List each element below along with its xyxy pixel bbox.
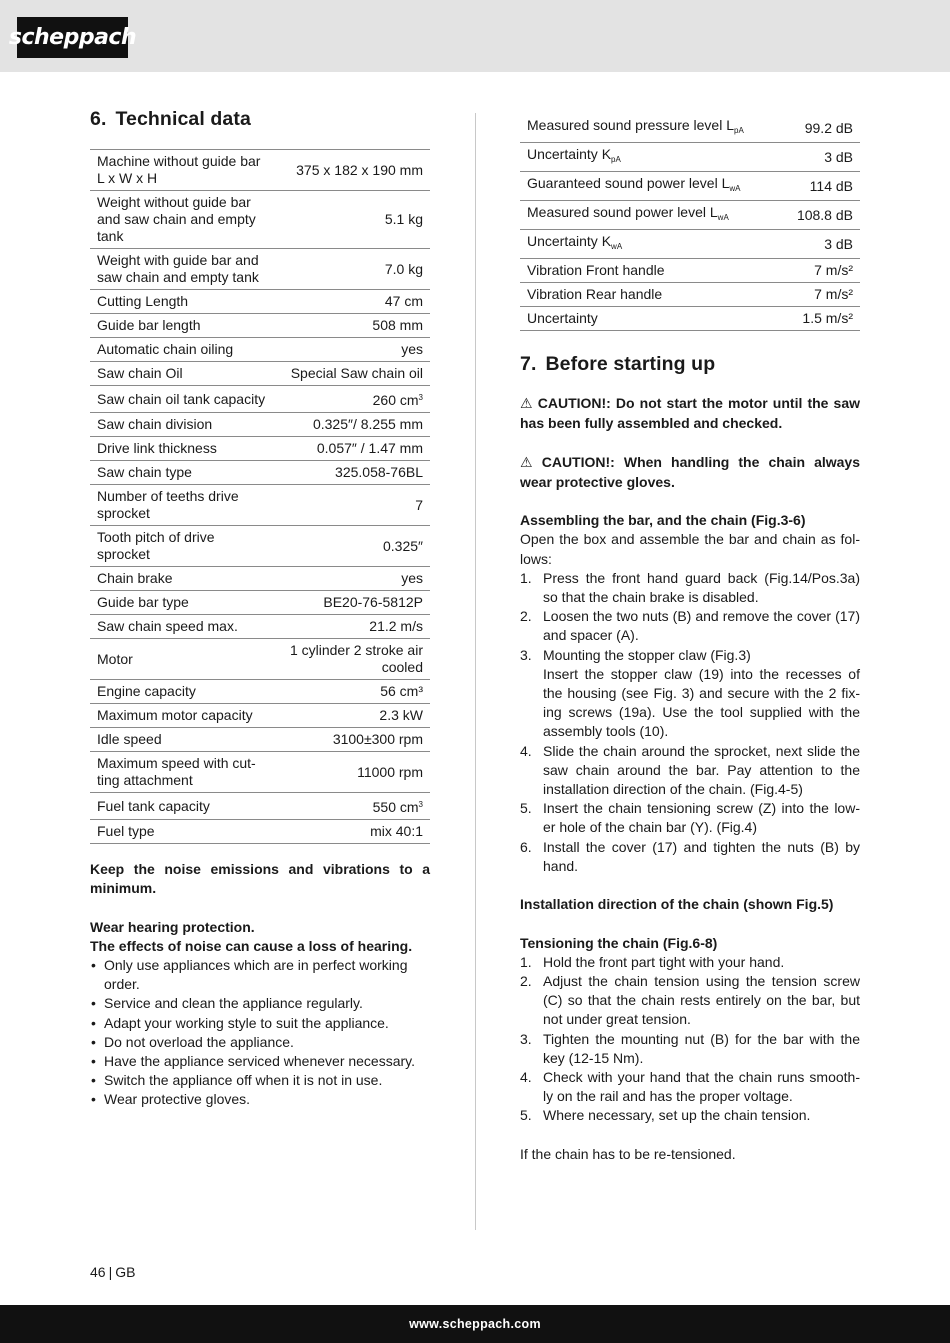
spec-value: yes xyxy=(278,338,430,362)
spec-value: 7 m/s² xyxy=(781,283,860,307)
spec-value: 3100±300 rpm xyxy=(278,728,430,752)
spec-label: Weight without guide bar and saw chain and empty tank xyxy=(90,191,278,249)
spec-value: 99.2 dB xyxy=(781,114,860,143)
spec-label: Saw chain division xyxy=(90,413,278,437)
spec-label: Vibration Rear handle xyxy=(520,283,781,307)
list-item: 2. Adjust the chain tension using the tension screw (C) so that the chain rests entirely on the bar, but not under great tension. xyxy=(520,973,860,1028)
table-row xyxy=(90,728,430,752)
spec-value: 3 dB xyxy=(781,143,860,172)
warning-triangle-icon: ⚠ xyxy=(520,454,538,471)
spec-label: Cutting Length xyxy=(90,290,278,314)
spec-value: 260 $cm^3$ xyxy=(278,386,430,413)
spec-value: 325.058-76BL xyxy=(278,461,430,485)
list-item: • Only use appliances which are in perfect working order. xyxy=(90,956,430,994)
spec-label: Guaranteed sound power level $L_{wA}$ xyxy=(520,172,781,201)
table-row xyxy=(90,362,430,386)
table-row xyxy=(90,820,430,844)
technical-data-table xyxy=(90,149,430,844)
safety-bullet-list xyxy=(90,956,430,1110)
table-row xyxy=(520,307,860,331)
spec-value: 7 xyxy=(278,485,430,526)
table-row xyxy=(90,526,430,567)
list-item: • Have the appliance serviced whenever necessary. xyxy=(90,1052,430,1071)
spec-value: 508 mm xyxy=(278,314,430,338)
table-row xyxy=(90,639,430,680)
table-row xyxy=(520,172,860,201)
noise-note: Keep the noise emissions and vibrations to a minimum. xyxy=(90,861,430,897)
spec-label: Weight with guide bar and saw chain and empty tank xyxy=(90,249,278,290)
table-row xyxy=(90,793,430,820)
table-row xyxy=(90,461,430,485)
spec-value: 56 cm³ xyxy=(278,680,430,704)
spec-value: 114 dB xyxy=(781,172,860,201)
table-row xyxy=(90,704,430,728)
list-item: 5. Insert the chain tensioning screw (Z) into the low-er hole of the chain bar (Y). (Fig.4) xyxy=(520,800,860,836)
table-row xyxy=(90,290,430,314)
spec-label: Automatic chain oiling xyxy=(90,338,278,362)
spec-value: 1 cylinder 2 stroke air cooled xyxy=(278,639,430,680)
table-row xyxy=(520,259,860,283)
spec-label: Chain brake xyxy=(90,567,278,591)
spec-value: 47 cm xyxy=(278,290,430,314)
hearing-loss-note: The effects of noise can cause a loss of hearing. xyxy=(90,937,413,954)
table-row xyxy=(520,283,860,307)
spec-label: Measured sound pressure level $L_{pA}$ xyxy=(520,114,781,143)
list-item: 1. Hold the front part tight with your hand. xyxy=(520,953,785,970)
tensioning-title: Tensioning the chain (Fig.6-8) xyxy=(520,934,718,951)
spec-label: Motor xyxy=(90,639,278,680)
list-item: 4. Slide the chain around the sprocket, next slide the saw chain around the bar. Pay attention to the installation direction of the chain. (Fig.4-5) xyxy=(520,742,860,798)
spec-value: 5.1 kg xyxy=(278,191,430,249)
table-row xyxy=(90,150,430,191)
page-footer xyxy=(0,1305,950,1343)
warning-triangle-icon: ⚠ xyxy=(520,396,534,412)
spec-value: mix 40:1 xyxy=(278,820,430,844)
section-heading-before-starting-up: 7. Before starting up xyxy=(520,353,716,375)
spec-value: 3 dB xyxy=(781,230,860,259)
spec-label: Saw chain speed max. xyxy=(90,615,278,639)
table-row xyxy=(90,752,430,793)
spec-label: Engine capacity xyxy=(90,680,278,704)
spec-label: Saw chain type xyxy=(90,461,278,485)
spec-label: Machine without guide bar L x W x H xyxy=(90,150,278,191)
list-item: • Service and clean the appliance regularly. xyxy=(90,994,430,1013)
list-item: 5. Where necessary, set up the chain tension. xyxy=(520,1107,811,1124)
page-header xyxy=(0,0,950,72)
table-row xyxy=(90,615,430,639)
hearing-protection-note: Wear hearing protection. xyxy=(90,918,255,935)
spec-value: 0.057″ / 1.47 mm xyxy=(278,437,430,461)
website-url: www.scheppach.com xyxy=(409,1317,541,1331)
spec-value: 1.5 m/s² xyxy=(781,307,860,331)
list-item: 3. Mounting the stopper claw (Fig.3) Insert the stopper claw (19) into the recesses of the housing (see Fig. 3) and secure with the 2 fix-ing screws (19a). Use the tool supplied with the assembly tools (10). xyxy=(520,646,860,740)
spec-value: 375 x 182 x 190 mm xyxy=(278,150,430,191)
table-row xyxy=(520,143,860,172)
spec-label: Saw chain Oil xyxy=(90,362,278,386)
list-item: • Do not overload the appliance. xyxy=(90,1033,430,1052)
assembling-intro: Open the box and assemble the bar and chain as fol-lows: xyxy=(520,531,860,567)
installation-direction-title: Installation direction of the chain (shown Fig.5) xyxy=(520,896,834,913)
left-column xyxy=(90,108,430,1110)
table-row xyxy=(90,680,430,704)
spec-label: Drive link thickness xyxy=(90,437,278,461)
spec-label: Idle speed xyxy=(90,728,278,752)
list-item: 4. Check with your hand that the chain runs smooth-ly on the rail and has the proper voltage. xyxy=(520,1069,860,1105)
page-number: 46 | GB xyxy=(90,1264,136,1280)
spec-label: Uncertainty xyxy=(520,307,781,331)
table-row xyxy=(90,591,430,615)
list-item: 3. Tighten the mounting nut (B) for the bar with the key (12-15 Nm). xyxy=(520,1030,860,1066)
list-item: 2. Loosen the two nuts (B) and remove the cover (17) and spacer (A). xyxy=(520,608,860,644)
spec-label: Uncertainty $K_{wA}$ xyxy=(520,230,781,259)
spec-value: 2.3 kW xyxy=(278,704,430,728)
spec-label: Uncertainty $K_{pA}$ xyxy=(520,143,781,172)
column-divider xyxy=(475,113,476,1230)
spec-label: Tooth pitch of drive sprocket xyxy=(90,526,278,567)
section-heading-technical-data: 6. Technical data xyxy=(90,108,251,130)
spec-value: 0.325″/ 8.255 mm xyxy=(278,413,430,437)
spec-label: Fuel tank capacity xyxy=(90,793,278,820)
table-row xyxy=(520,114,860,143)
right-column xyxy=(520,114,860,1164)
table-row xyxy=(520,201,860,230)
spec-value: 0.325″ xyxy=(278,526,430,567)
spec-label: Saw chain oil tank capacity xyxy=(90,386,278,413)
list-item: • Adapt your working style to suit the appliance. xyxy=(90,1014,430,1033)
spec-value: BE20-76-5812P xyxy=(278,591,430,615)
spec-value: 108.8 dB xyxy=(781,201,860,230)
spec-label: Vibration Front handle xyxy=(520,259,781,283)
brand-logo: scheppach xyxy=(17,17,128,58)
spec-label: Guide bar type xyxy=(90,591,278,615)
table-row xyxy=(520,230,860,259)
spec-label: Maximum motor capacity xyxy=(90,704,278,728)
table-row xyxy=(90,386,430,413)
spec-label: Measured sound power level $L_{wA}$ xyxy=(520,201,781,230)
table-row xyxy=(90,485,430,526)
spec-value: 11000 rpm xyxy=(278,752,430,793)
table-row xyxy=(90,249,430,290)
spec-label: Maximum speed with cut-ting attachment xyxy=(90,752,278,793)
table-row xyxy=(90,567,430,591)
table-row xyxy=(90,413,430,437)
table-row xyxy=(90,191,430,249)
list-item: • Switch the appliance off when it is not in use. xyxy=(90,1071,430,1090)
caution-note-gloves: ⚠ CAUTION!: When handling the chain always wear protective gloves. xyxy=(520,453,860,490)
table-row xyxy=(90,437,430,461)
spec-value: 7.0 kg xyxy=(278,249,430,290)
list-item: 1. Press the front hand guard back (Fig.14/Pos.3a) so that the chain brake is disabled. xyxy=(520,569,860,605)
assembling-steps-list xyxy=(520,569,860,876)
spec-value: Special Saw chain oil xyxy=(278,362,430,386)
spec-value: yes xyxy=(278,567,430,591)
list-item: 6. Install the cover (17) and tighten the nuts (B) by hand. xyxy=(520,838,860,874)
spec-value: 550 $cm^3$ xyxy=(278,793,430,820)
spec-label: Number of teeths drive sprocket xyxy=(90,485,278,526)
assembling-title: Assembling the bar, and the chain (Fig.3-6) xyxy=(520,512,806,529)
spec-value: 7 m/s² xyxy=(781,259,860,283)
spec-value: 21.2 m/s xyxy=(278,615,430,639)
spec-label: Fuel type xyxy=(90,820,278,844)
caution-note-motor: ⚠ CAUTION!: Do not start the motor until the saw has been fully assembled and checked. xyxy=(520,395,860,432)
table-row xyxy=(90,338,430,362)
tensioning-steps-list xyxy=(520,953,860,1126)
retension-note: If the chain has to be re-tensioned. xyxy=(520,1145,736,1162)
spec-label: Guide bar length xyxy=(90,314,278,338)
list-item: • Wear protective gloves. xyxy=(90,1090,430,1109)
table-row xyxy=(90,314,430,338)
sound-vibration-table xyxy=(520,114,860,331)
